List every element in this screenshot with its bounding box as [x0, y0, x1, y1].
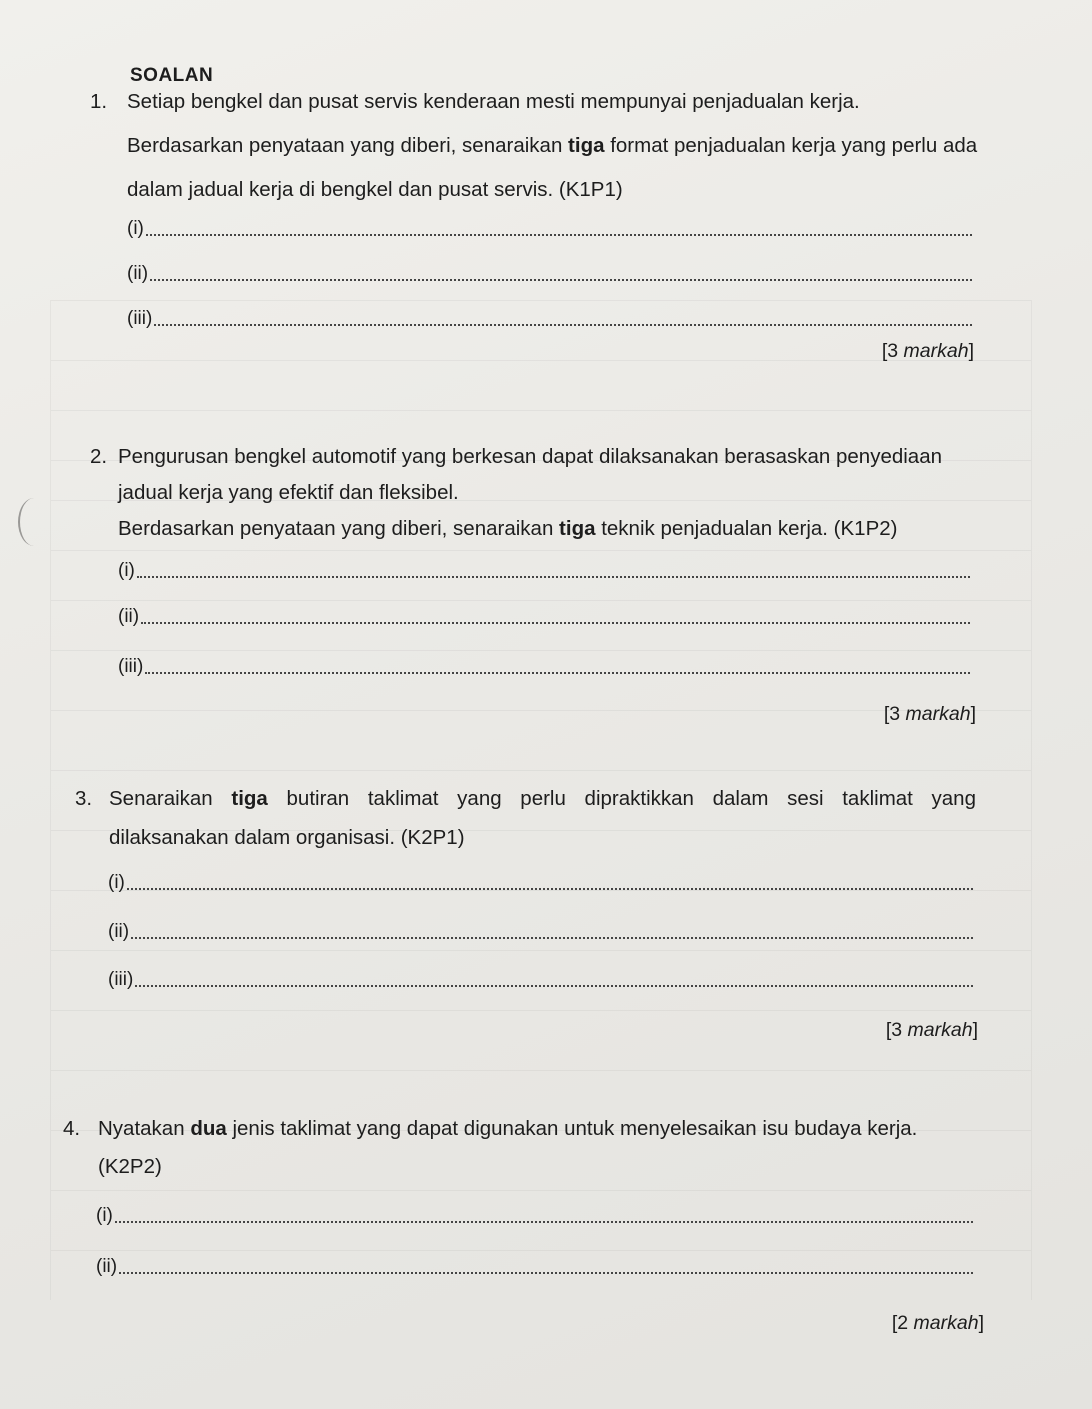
- section-heading: SOALAN: [130, 65, 214, 86]
- question-1-line-3: dalam jadual kerja di bengkel dan pusat servis. (K1P1): [127, 178, 623, 201]
- question-2-number: 2.: [90, 445, 108, 468]
- question-4-line-2: (K2P2): [98, 1155, 162, 1178]
- question-1-line-2: Berdasarkan penyataan yang diberi, senaraikan tiga format penjadualan kerja yang perlu ada: [127, 134, 978, 157]
- question-3-number: 3.: [75, 787, 93, 810]
- question-2-line-1: Pengurusan bengkel automotif yang berkesan dapat dilaksanakan berasaskan penyediaan: [118, 445, 943, 468]
- question-2-answer-line-iii[interactable]: (iii): [118, 656, 970, 678]
- question-2-line-2: jadual kerja yang efektif dan fleksibel.: [118, 481, 459, 504]
- question-3-answer-line-i[interactable]: (i): [108, 872, 973, 894]
- margin-mark: [18, 498, 50, 546]
- question-1-answer-line-iii[interactable]: (iii): [127, 308, 972, 330]
- question-3-line-1: Senaraikan tiga butiran taklimat yang perlu dipraktikkan dalam sesi taklimat yang: [109, 787, 976, 810]
- question-4-emphasis: dua: [190, 1117, 227, 1140]
- question-4-line-1: Nyatakan dua jenis taklimat yang dapat digunakan untuk menyelesaikan isu budaya kerja.: [98, 1117, 918, 1140]
- question-4-answer-line-ii[interactable]: (ii): [96, 1256, 973, 1278]
- question-2-marks: [3 markah]: [883, 703, 976, 725]
- question-3-marks: [3 markah]: [885, 1019, 978, 1041]
- question-2-answer-line-ii[interactable]: (ii): [118, 606, 970, 628]
- question-1-marks: [3 markah]: [881, 340, 974, 362]
- question-4-marks: [2 markah]: [891, 1312, 984, 1334]
- question-2-emphasis: tiga: [559, 517, 596, 540]
- question-2-answer-line-i[interactable]: (i): [118, 560, 970, 582]
- question-3-emphasis: tiga: [231, 787, 268, 810]
- question-3-answer-line-iii[interactable]: (iii): [108, 969, 973, 991]
- question-1-line-1: Setiap bengkel dan pusat servis kenderaan mesti mempunyai penjadualan kerja.: [127, 90, 860, 113]
- question-4-number: 4.: [63, 1117, 81, 1140]
- question-1-number: 1.: [90, 90, 108, 113]
- question-1-answer-line-ii[interactable]: (ii): [127, 263, 972, 285]
- question-4-answer-line-i[interactable]: (i): [96, 1205, 973, 1227]
- question-1-emphasis: tiga: [568, 134, 605, 157]
- question-2-line-3: Berdasarkan penyataan yang diberi, senaraikan tiga teknik penjadualan kerja. (K1P2): [118, 517, 898, 540]
- question-1-answer-line-i[interactable]: (i): [127, 218, 972, 240]
- question-3-answer-line-ii[interactable]: (ii): [108, 921, 973, 943]
- question-3-line-2: dilaksanakan dalam organisasi. (K2P1): [109, 826, 465, 849]
